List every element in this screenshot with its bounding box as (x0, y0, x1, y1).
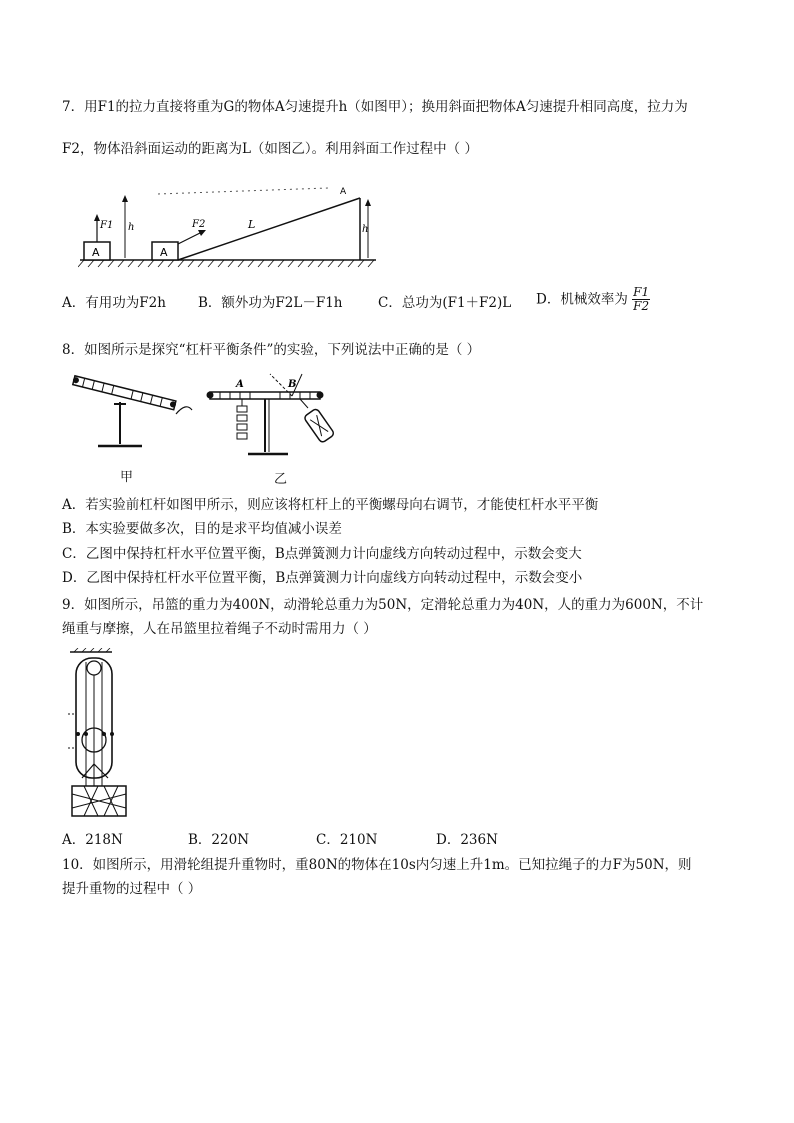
svg-text:h: h (362, 224, 369, 235)
q7-option-d-fraction: $\frac{F1}{F2}$ (633, 285, 650, 313)
label-f2: F2 (192, 219, 206, 230)
q10-stem-line2: 提升重物的过程中（ ） (62, 881, 202, 897)
q7-figure-incline (78, 180, 378, 270)
q8-option-b[interactable]: B．本实验要做多次，目的是求平均值减小误差 (62, 521, 342, 537)
q8-stem: 8．如图所示是探究“杠杆平衡条件”的实验，下列说法中正确的是（ ） (62, 342, 481, 358)
q9-stem-line2: 绳重与摩擦，人在吊篮里拉着绳子不动时需用力（ ） (62, 621, 377, 637)
q10-stem-line1: 10．如图所示，用滑轮组提升重物时，重80N的物体在10s内匀速上升1m。已知拉绳子的力F为50N，则 (62, 857, 692, 873)
q8-caption-yi: 乙 (274, 472, 288, 487)
q7-option-d-prefix: D．机械效率为 (536, 291, 628, 308)
q8-option-a[interactable]: A．若实验前杠杆如图甲所示，则应该将杠杆上的平衡螺母向右调节，才能使杠杆水平平衡 (62, 497, 599, 513)
q7-stem-line2: F2，物体沿斜面运动的距离为L（如图乙）。利用斜面工作过程中（ ） (62, 141, 478, 157)
q8-option-c[interactable]: C．乙图中保持杠杆水平位置平衡，B点弹簧测力计向虚线方向转动过程中，示数会变大 (62, 546, 582, 562)
q7-option-d[interactable] (536, 286, 650, 313)
q8-option-d[interactable]: D．乙图中保持杠杆水平位置平衡，B点弹簧测力计向虚线方向转动过程中，示数会变小 (62, 570, 583, 586)
q9-option-c[interactable]: C．210N (316, 832, 378, 848)
svg-text:h: h (128, 222, 135, 233)
label-a: A (236, 379, 244, 390)
q9-stem-line1: 9．如图所示，吊篮的重力为400N，动滑轮总重力为50N，定滑轮总重力为40N，人的重力为600N，不计 (62, 597, 704, 613)
q9-option-d[interactable]: D．236N (436, 832, 498, 848)
label-f1: F1 (100, 220, 114, 231)
q7-stem-line1: 7．用F1的拉力直接将重为G的物体A匀速提升h（如图甲）；换用斜面把物体A匀速提升相同高度，拉力为 (62, 99, 688, 115)
q9-figure-basket (64, 648, 134, 824)
q9-option-a[interactable]: A．218N (62, 832, 123, 848)
q7-option-b[interactable]: B．额外功为F2L－F1h (198, 295, 343, 311)
q8-figure-yi (200, 372, 350, 468)
q7-option-c[interactable]: C．总功为(F1＋F2)L (378, 295, 512, 311)
svg-text:A: A (92, 246, 100, 259)
svg-text:A: A (160, 246, 168, 259)
label-b: B (288, 379, 297, 390)
svg-text:A: A (340, 187, 347, 197)
q8-figure-jia (68, 372, 198, 452)
q8-caption-jia: 甲 (120, 470, 134, 485)
q9-option-b[interactable]: B．220N (188, 832, 250, 848)
q7-option-a[interactable]: A．有用功为F2h (62, 295, 166, 311)
label-l: L (248, 218, 256, 231)
